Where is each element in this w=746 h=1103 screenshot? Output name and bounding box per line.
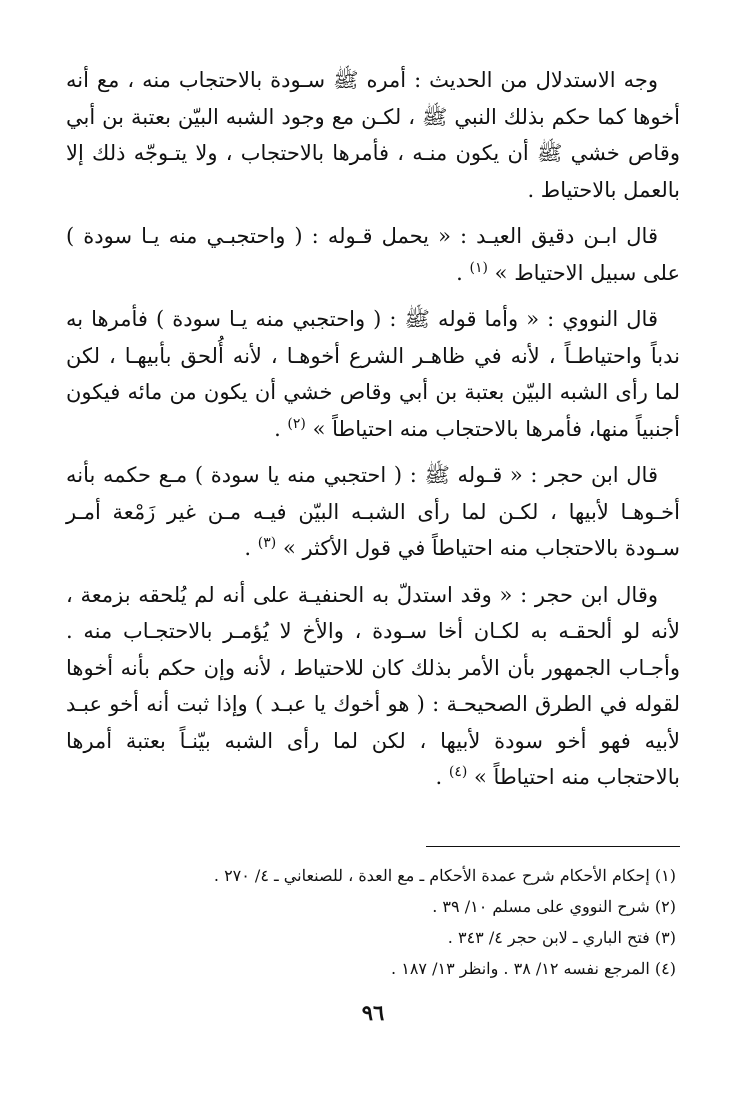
footnote-ref: (٣) <box>257 535 277 551</box>
paragraph-text: وجه الاستدلال من الحديث : أمره ﷺ سـودة بالاحتجاب منه ، مع أنه أخوها كما حكم بذلك النبي ﷺ ، لكـن مع وجود الشبه البيّن بعتبة بن أبي وقاص خشي ﷺ أن يكون منـه ، فأمرها بالاحتجاب ، ولا يتـوجّه ذلك إلا بالعمل بالاحتياط . <box>66 68 680 202</box>
footnote-4: (٤) المرجع نفسه ١٢/ ٣٨ . وانظر ١٣/ ١٨٧ . <box>391 959 676 978</box>
page-body <box>66 62 680 1025</box>
footnote-2: (٢) شرح النووي على مسلم ١٠/ ٣٩ . <box>432 897 676 916</box>
paragraph-2: قال ابـن دقيق العيـد : « يحمل قـوله : ( واحتجبـي منه يـا سودة ) على سبيل الاحتياط » $^{(١)}$ . <box>66 224 680 285</box>
footnote-ref: (١) <box>469 259 488 276</box>
paragraph-text: قال النووي : « وأما قوله ﷺ : ( واحتجبي منه يـا سودة ) فأمرها به ندباً واحتياطـاً ، لأنه في ظاهـر الشرع أخوهـا ، لأنه أُلحق بأبيهـا ، لكن لما رأى الشبه البيّن بعتبة بن أبي وقاص خشي أن يكون من مائه فيكون أجنبياً منها، فأمرها بالاحتجاب منه احتياطاً » <box>66 307 680 441</box>
footnote-3: (٣) فتح الباري ـ لابن حجر ٤/ ٣٤٣ . <box>447 928 676 947</box>
paragraph-text: قال ابن حجر : « قـوله ﷺ : ( احتجبي منه يا سودة ) مـع حكمه بأنه أخـوهـا لأبيها ، لكـن لما رأى الشبـه البيّن فيـه مـن غير زَمْعة أمـر سـودة بالاحتجاب منه احتياطاً في قول الأكثر » <box>66 463 680 560</box>
paragraph-3: قال النووي : « وأما قوله ﷺ : ( واحتجبي منه يـا سودة ) فأمرها به ندباً واحتياطـاً ، لأنه في ظاهـر الشرع أخوهـا ، لأنه أُلحق بأبيهـا ، لكن لما رأى الشبه البيّن بعتبة بن أبي وقاص خشي أن يكون من مائه فيكون أجنبياً منها، فأمرها بالاحتجاب منه احتياطاً » $^{(٢)}$ . <box>66 307 680 441</box>
paragraph-1 <box>66 62 680 208</box>
paragraph-text: وقال ابن حجر : « وقد استدلّ به الحنفيـة على أنه لم يُلحقه بزمعة ، لأنه لو ألحقـه به لكـان أخا سـودة ، والأخ لا يُؤمـر بالاحتجـاب منه . وأجـاب الجمهور بأن الأمر بذلك كان للاحتياط ، لأنه وإن حكم بأنه أخوها لقوله في الطرق الصحيحـة : ( هو أخوك يا عبـد ) وإذا ثبت أنه أخو عبـد لأبيه فهو أخو سودة لأبيها ، لكن لما رأى الشبه بيّنـاً بعتبة أمرها بالاحتجاب منه احتياطاً » <box>66 582 680 789</box>
footnote-separator <box>426 846 680 847</box>
footnote-ref: (٤) <box>448 764 468 780</box>
page-number: ٩٦ <box>361 1000 385 1025</box>
footnote-ref: (٢) <box>287 415 306 432</box>
paragraph-text: قال ابـن دقيق العيـد : « يحمل قـوله : ( واحتجبـي منه يـا سودة ) على سبيل الاحتياط » <box>66 224 680 285</box>
paragraph-4: قال ابن حجر : « قـوله ﷺ : ( احتجبي منه يا سودة ) مـع حكمه بأنه أخـوهـا لأبيها ، لكـن لما رأى الشبـه البيّن فيـه مـن غير زَمْعة أمـر سـودة بالاحتجاب منه احتياطاً في قول الأكثر » $^{(٣)}$ . <box>66 463 680 560</box>
footnotes <box>66 860 680 984</box>
paragraph-5: وقال ابن حجر : « وقد استدلّ به الحنفيـة على أنه لم يُلحقه بزمعة ، لأنه لو ألحقـه به لكـان أخا سـودة ، والأخ لا يُؤمـر بالاحتجـاب منه . وأجـاب الجمهور بأن الأمر بذلك كان للاحتياط ، لأنه وإن حكم بأنه أخوها لقوله في الطرق الصحيحـة : ( هو أخوك يا عبـد ) وإذا ثبت أنه أخو عبـد لأبيه فهو أخو سودة لأبيها ، لكن لما رأى الشبه بيّنـاً بعتبة أمرها بالاحتجاب منه احتياطاً » $^{(٤)}$ . <box>66 582 680 789</box>
footnote-1: (١) إحكام الأحكام شرح عمدة الأحكام ـ مع العدة ، للصنعاني ـ ٤/ ٢٧٠ . <box>213 866 676 885</box>
